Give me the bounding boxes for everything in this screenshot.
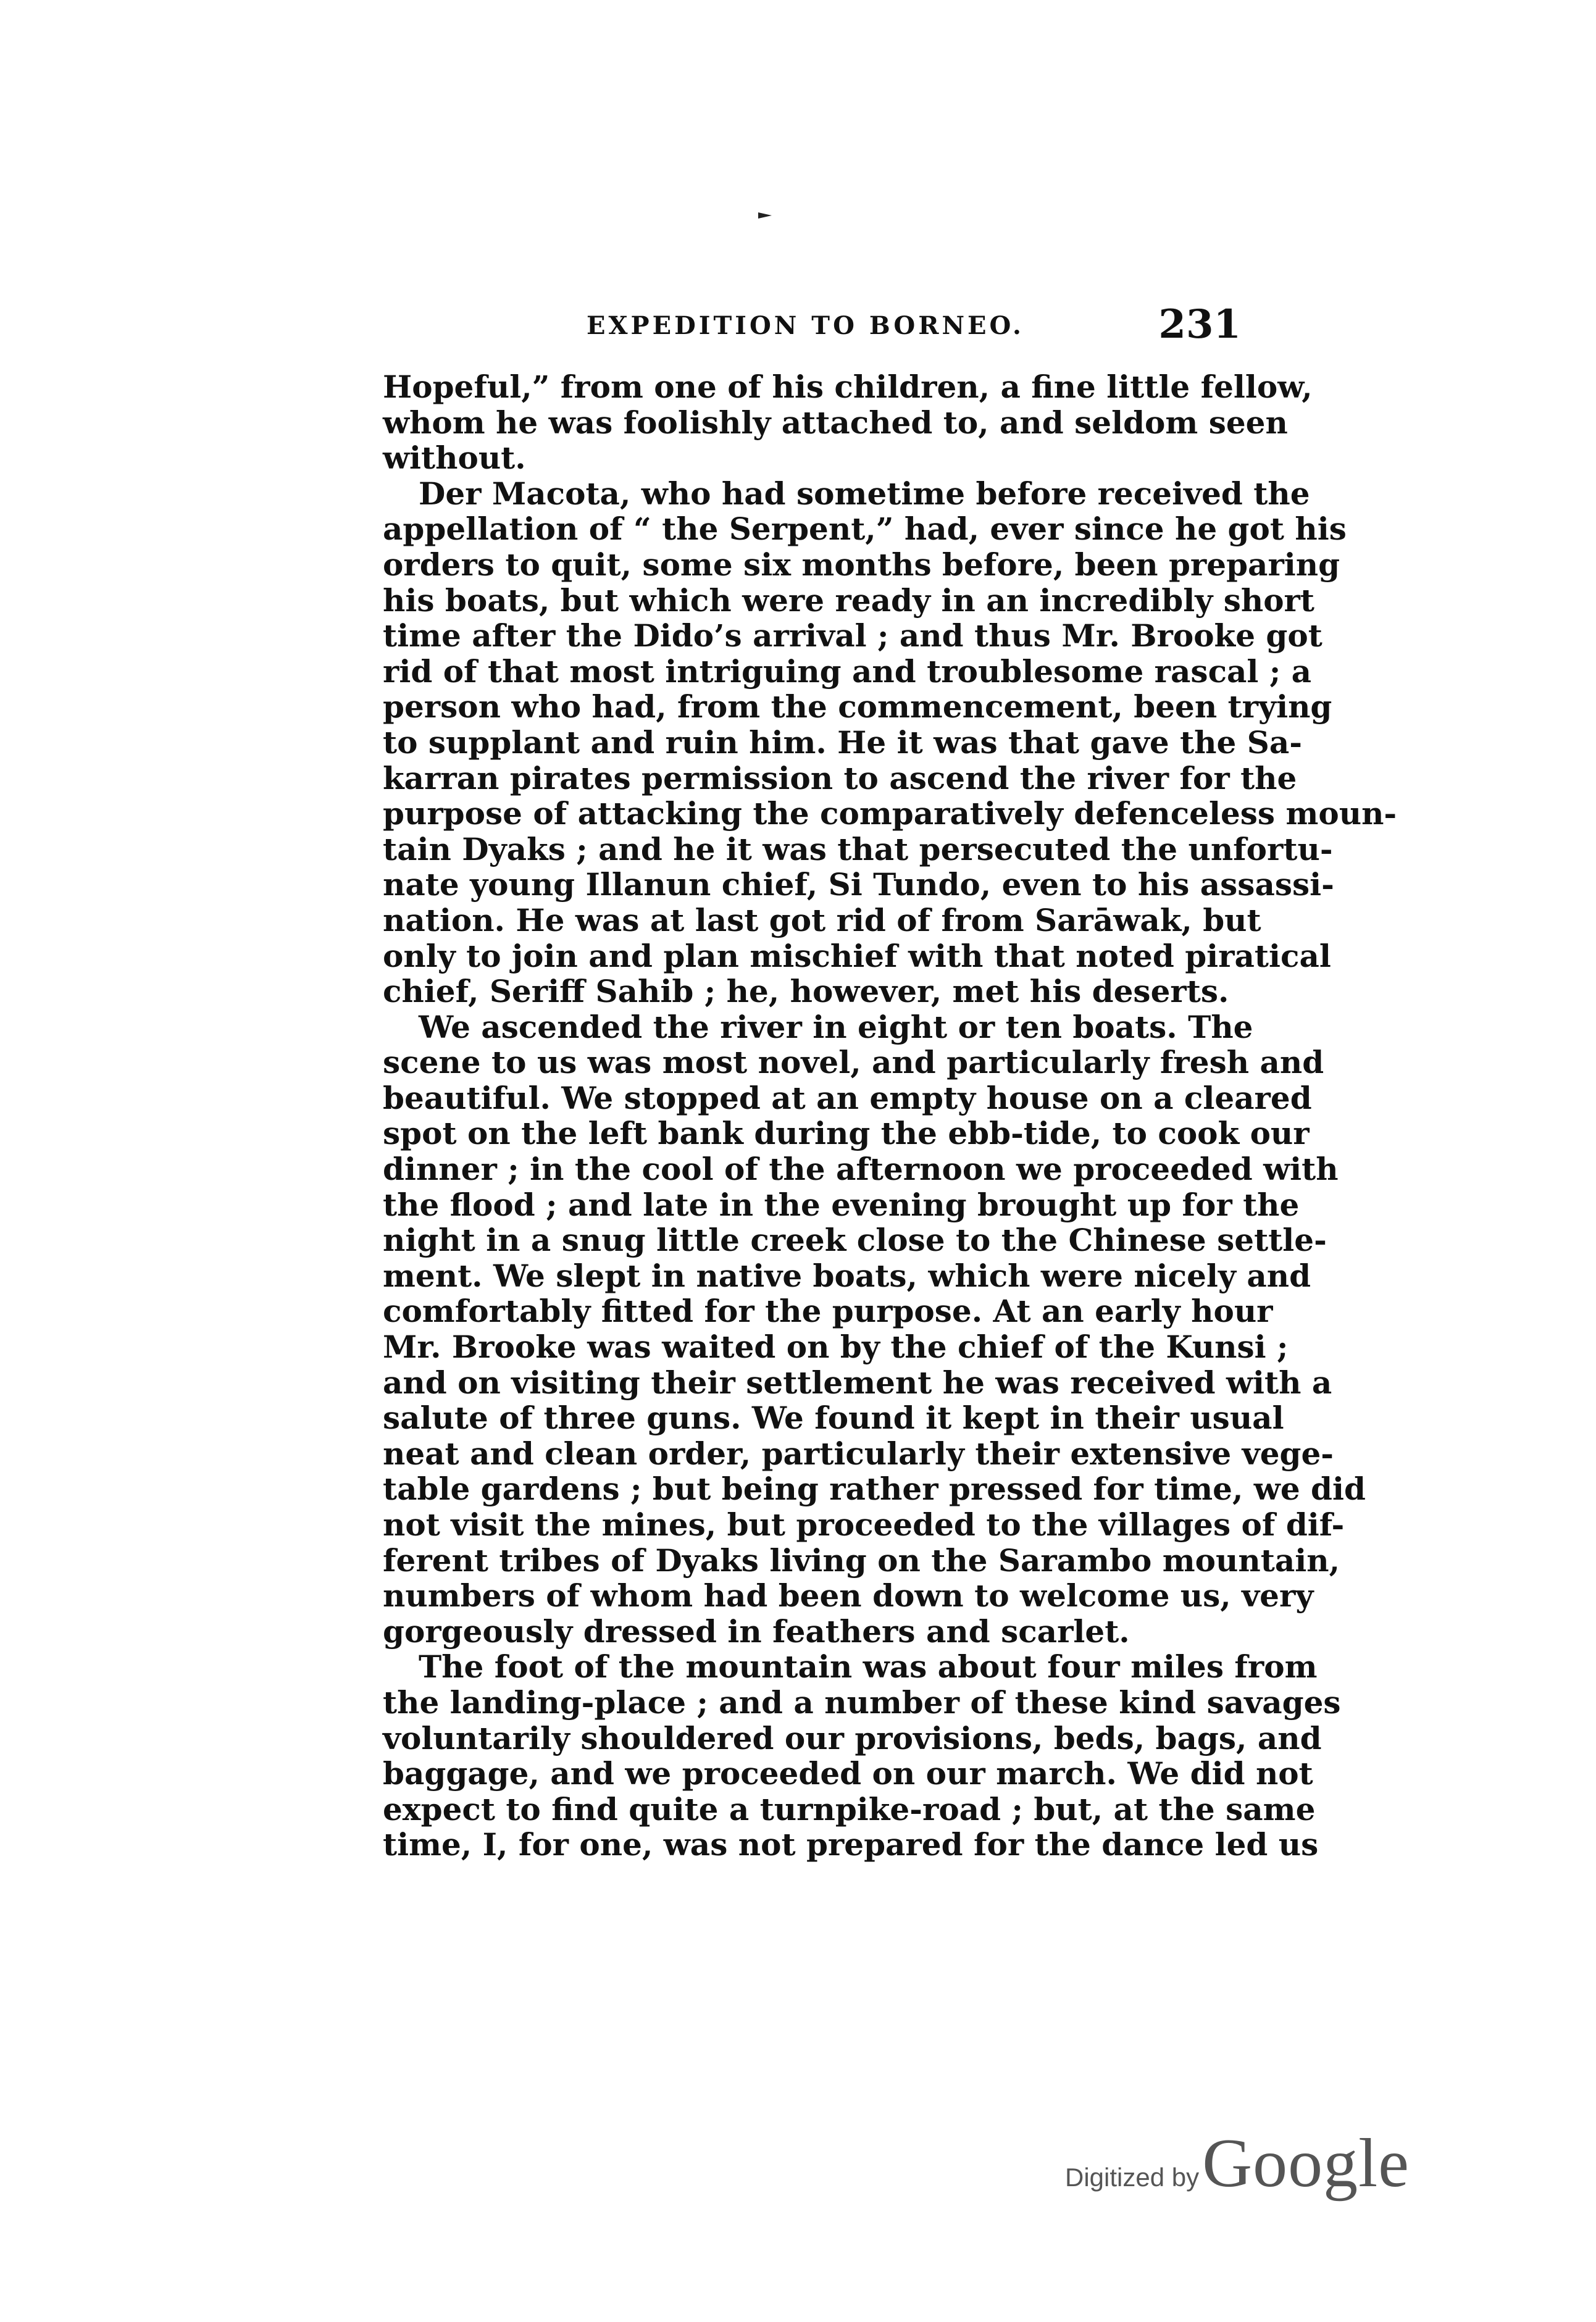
text-line: appellation of “ the Serpent,” had, ever since he got his <box>383 511 1347 548</box>
text-line: numbers of whom had been down to welcome us, very <box>383 1577 1314 1614</box>
text-line: whom he was foolishly attached to, and seldom seen <box>383 404 1288 441</box>
text-line: nate young Illanun chief, Si Tundo, even to his assassi- <box>383 866 1334 903</box>
watermark-brand-logo: Google <box>1202 2125 1410 2202</box>
running-title: EXPEDITION TO BORNEO. <box>587 311 1024 340</box>
page-number: 231 <box>1158 301 1241 348</box>
text-line: nation. He was at last got rid of from Sarāwak, but <box>383 901 1261 938</box>
text-line: Hopeful,” from one of his children, a fine little fellow, <box>383 369 1313 405</box>
text-line: the flood ; and late in the evening brought up for the <box>383 1186 1300 1223</box>
text-line: karran pirates permission to ascend the river for the <box>383 759 1297 796</box>
text-line: expect to find quite a turnpike-road ; but, at the same <box>383 1790 1316 1827</box>
text-line: person who had, from the commencement, been trying <box>383 688 1332 725</box>
text-line: his boats, but which were ready in an incredibly short <box>383 582 1314 619</box>
text-line: to supplant and ruin him. He it was that gave the Sa- <box>383 724 1303 761</box>
text-line: voluntarily shouldered our provisions, beds, bags, and <box>383 1719 1322 1756</box>
text-line: not visit the mines, but proceeded to the villages of dif- <box>383 1506 1345 1543</box>
text-line: baggage, and we proceeded on our march. We did not <box>383 1755 1313 1792</box>
text-line: salute of three guns. We found it kept in their usual <box>383 1400 1284 1437</box>
text-line: dinner ; in the cool of the afternoon we proceeded with <box>383 1151 1339 1188</box>
running-head <box>383 301 1241 351</box>
text-line: ferent tribes of Dyaks living on the Sarambo mountain, <box>383 1542 1340 1579</box>
digitized-watermark <box>1065 2124 1410 2202</box>
text-line: table gardens ; but being rather pressed for time, we did <box>383 1471 1366 1508</box>
text-line: gorgeously dressed in feathers and scarlet. <box>383 1613 1130 1650</box>
text-line: only to join and plan mischief with that noted piratical <box>383 937 1331 974</box>
text-line: We ascended the river in eight or ten boats. The <box>419 1008 1253 1045</box>
body-text <box>383 369 1397 1863</box>
text-line: without. <box>383 440 526 477</box>
text-line: and on visiting their settlement he was received with a <box>383 1364 1332 1401</box>
text-line: beautiful. We stopped at an empty house on a cleared <box>383 1079 1312 1116</box>
text-line: tain Dyaks ; and he it was that persecuted the unfortu- <box>383 830 1333 867</box>
text-line: spot on the left bank during the ebb-tide, to cook our <box>383 1115 1310 1152</box>
text-line: chief, Seriff Sahib ; he, however, met his deserts. <box>383 973 1229 1010</box>
watermark-prefix: Digitized by <box>1065 2163 1200 2192</box>
text-line: orders to quit, some six months before, been preparing <box>383 546 1340 583</box>
text-line: Der Macota, who had sometime before received the <box>419 475 1310 512</box>
text-line: Mr. Brooke was waited on by the chief of the Kunsi ; <box>383 1329 1289 1366</box>
text-line: night in a snug little creek close to the Chinese settle- <box>383 1222 1327 1259</box>
text-line: time, I, for one, was not prepared for the dance led us <box>383 1826 1319 1863</box>
text-line: comfortably fitted for the purpose. At an early hour <box>383 1293 1273 1330</box>
text-line: the landing-place ; and a number of these kind savages <box>383 1684 1341 1721</box>
text-line: time after the Dido’s arrival ; and thus Mr. Brooke got <box>383 617 1322 654</box>
ink-speck-mark <box>758 212 772 219</box>
text-line: rid of that most intriguing and troublesome rascal ; a <box>383 653 1312 690</box>
text-line: neat and clean order, particularly their extensive vege- <box>383 1435 1334 1472</box>
text-line: purpose of attacking the comparatively defenceless moun- <box>383 795 1397 832</box>
text-line: scene to us was most novel, and particularly fresh and <box>383 1044 1324 1081</box>
text-line: The foot of the mountain was about four miles from <box>419 1648 1318 1685</box>
text-line: ment. We slept in native boats, which were nicely and <box>383 1257 1311 1294</box>
